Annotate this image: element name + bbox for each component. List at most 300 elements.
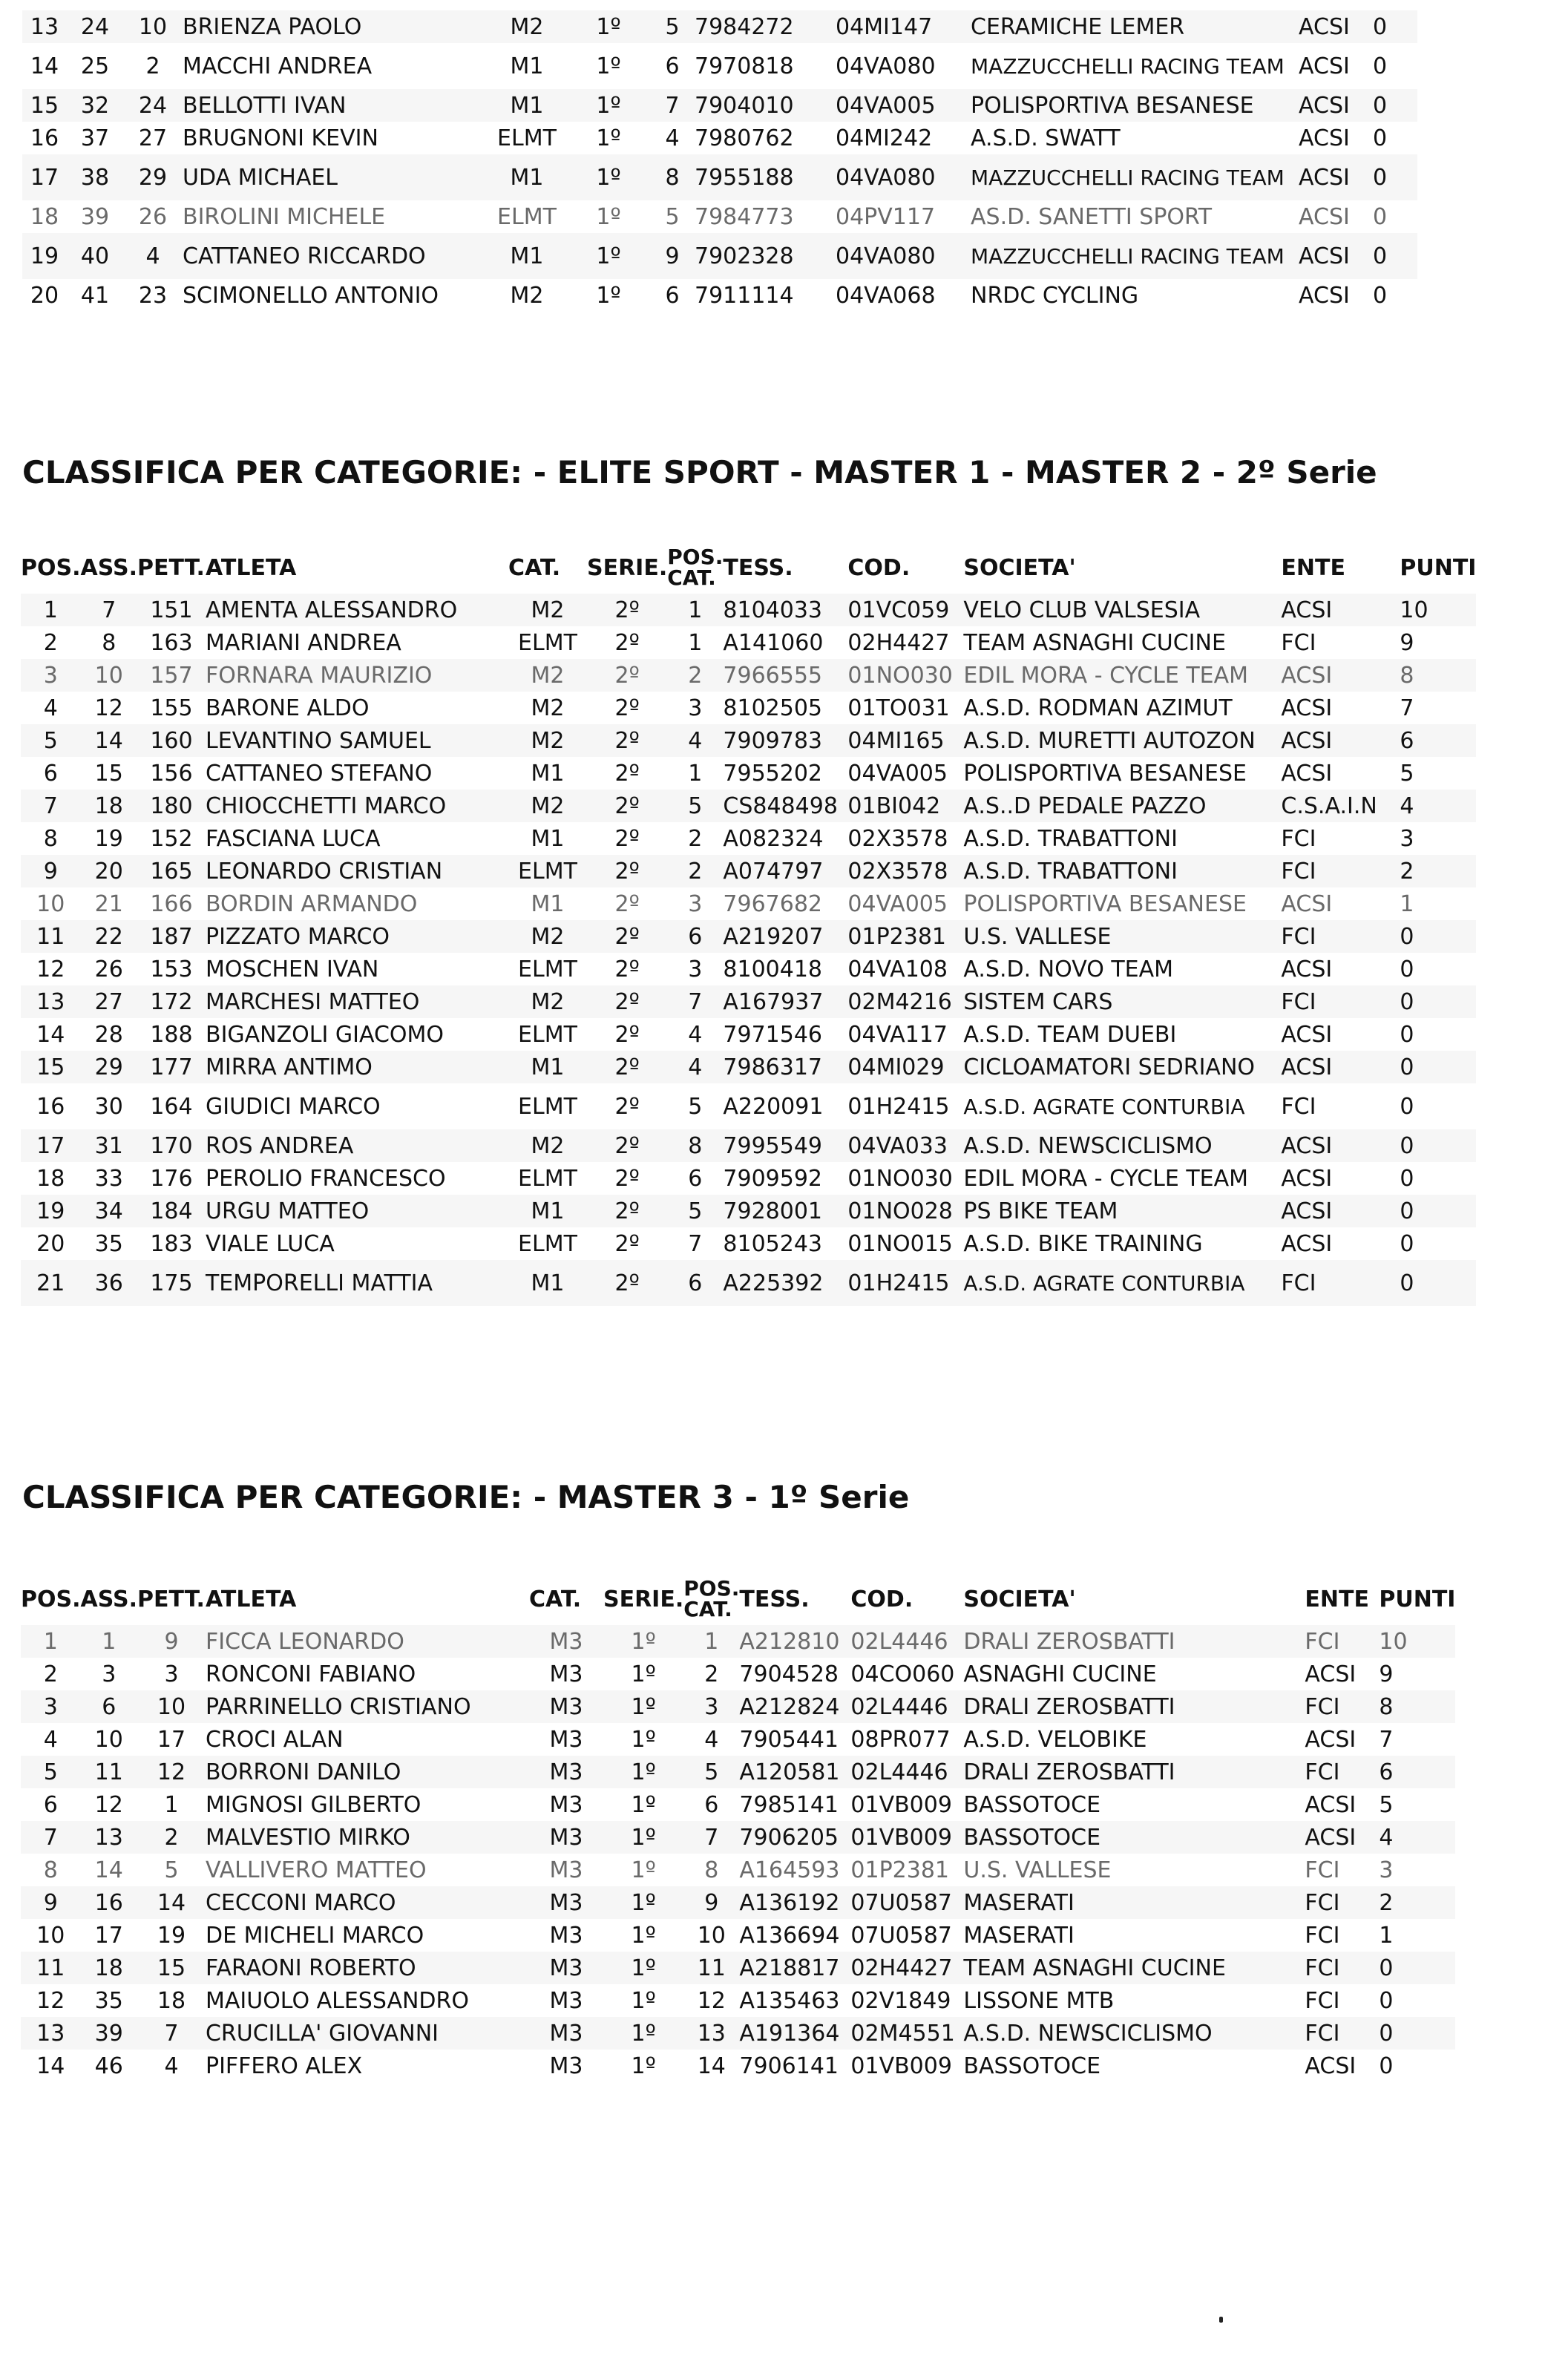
- poscat-cell: 7: [650, 89, 695, 122]
- societa-cell: A.S..D PEDALE PAZZO: [963, 790, 1281, 822]
- serie-cell: 2º: [614, 760, 640, 787]
- athlete-cell: VIALE LUCA: [205, 1230, 335, 1257]
- pos-cell: 16: [30, 125, 59, 151]
- punti-cell: 0: [1400, 1051, 1476, 1083]
- athlete-cell: PIZZATO MARCO: [206, 920, 508, 953]
- tess-cell: 7967682: [723, 890, 822, 917]
- table-row: [21, 2050, 1455, 2082]
- cod-cell: 04VA108: [847, 956, 948, 982]
- pett-cell: 10: [137, 1690, 206, 1723]
- pett-cell: 26: [138, 203, 168, 230]
- serie-cell: 1º: [631, 1987, 656, 2014]
- punti-cell: 9: [1400, 629, 1414, 656]
- serie-cell: 1º: [567, 10, 650, 43]
- cod-cell: 04VA117: [847, 1021, 948, 1048]
- societa-cell: A.S.D. SWATT: [971, 125, 1121, 151]
- serie-cell: 1º: [596, 203, 621, 230]
- cod-cell: 07U0587: [850, 1886, 963, 1919]
- pett-cell: 19: [157, 1922, 186, 1949]
- athlete-cell: BIGANZOLI GIACOMO: [205, 1021, 445, 1048]
- cod-cell: 08PR077: [850, 1726, 951, 1753]
- athlete-cell: VALLIVERO MATTEO: [205, 1857, 427, 1883]
- cat-cell: M3: [549, 1987, 583, 2014]
- ente-cell: ACSI: [1281, 695, 1333, 721]
- pett-cell: 172: [137, 985, 206, 1018]
- cod-cell: 04CO060: [850, 1661, 955, 1687]
- tess-cell: 7980762: [695, 125, 794, 151]
- ente-cell: FCI: [1281, 855, 1400, 887]
- poscat-cell: 2: [667, 659, 723, 692]
- ass-cell: 25: [80, 53, 110, 79]
- col-header-ass: ASS.: [80, 554, 137, 581]
- ass-cell: 13: [81, 1821, 137, 1854]
- poscat-line1: POS.: [683, 1576, 740, 1601]
- ass-cell: 38: [67, 154, 123, 200]
- pett-cell: 29: [123, 154, 183, 200]
- cat-cell: M2: [508, 985, 587, 1018]
- cod-cell: 04VA080: [836, 154, 971, 200]
- tess-cell: 7904528: [739, 1661, 839, 1687]
- ass-cell: 35: [94, 1230, 123, 1257]
- cat-cell: ELMT: [497, 203, 557, 230]
- ass-cell: 46: [94, 2053, 123, 2079]
- serie-cell: 1º: [567, 154, 650, 200]
- cod-cell: 02X3578: [847, 855, 963, 887]
- cod-cell: 02V1849: [850, 1987, 951, 2014]
- athlete-cell: CRUCILLA' GIOVANNI: [206, 2017, 529, 2050]
- section-title: CLASSIFICA PER CATEGORIE: - ELITE SPORT - MASTER 1 - MASTER 2 - 2º Serie: [22, 454, 1377, 490]
- ente-cell: ACSI: [1281, 724, 1400, 757]
- cat-cell: M3: [549, 2053, 583, 2079]
- poscat-cell: 7: [683, 1821, 739, 1854]
- cod-cell: 04VA005: [847, 760, 948, 787]
- athlete-cell: FORNARA MAURIZIO: [206, 659, 508, 692]
- col-header-poscat: [667, 542, 723, 594]
- pos-cell: 6: [43, 760, 58, 787]
- societa-cell: PS BIKE TEAM: [963, 1195, 1281, 1227]
- athlete-cell: BORRONI DANILO: [206, 1756, 529, 1788]
- punti-cell: 10: [1400, 594, 1476, 626]
- athlete-cell: MACCHI ANDREA: [183, 53, 373, 79]
- punti-cell: 0: [1400, 1021, 1414, 1048]
- pett-cell: 180: [137, 790, 206, 822]
- societa-cell: BASSOTOCE: [963, 1791, 1101, 1818]
- cat-cell: M1: [487, 89, 567, 122]
- serie-cell: 2º: [614, 825, 640, 852]
- serie-cell: 1º: [567, 233, 650, 279]
- serie-cell: 1º: [631, 1726, 656, 1753]
- pos-cell: 21: [21, 1260, 81, 1306]
- ass-cell: 10: [81, 659, 137, 692]
- ass-cell: 20: [81, 855, 137, 887]
- cat-cell: M3: [549, 1791, 583, 1818]
- tess-cell: 7905441: [739, 1726, 839, 1753]
- col-header-ente: ENTE: [1281, 554, 1345, 581]
- ente-cell: ACSI: [1281, 760, 1333, 787]
- cod-cell: 01P2381: [847, 920, 963, 953]
- col-header-cod: COD.: [847, 554, 911, 581]
- cat-cell: M2: [508, 790, 587, 822]
- punti-cell: 0: [1373, 125, 1388, 151]
- ass-cell: 8: [102, 629, 117, 656]
- ente-cell: FCI: [1305, 1886, 1379, 1919]
- pos-cell: 5: [21, 724, 81, 757]
- cod-cell: 04MI147: [836, 10, 971, 43]
- cat-cell: ELMT: [518, 1165, 577, 1192]
- cat-cell: M1: [508, 1195, 587, 1227]
- serie-cell: 2º: [614, 1165, 640, 1192]
- tess-cell: 7986317: [723, 1051, 847, 1083]
- table-row: [21, 1821, 1455, 1854]
- punti-cell: 0: [1379, 1987, 1394, 2014]
- athlete-cell: DE MICHELI MARCO: [205, 1922, 424, 1949]
- cod-cell: 01TO031: [847, 695, 950, 721]
- punti-cell: 0: [1400, 1129, 1476, 1162]
- pos-cell: 14: [30, 53, 59, 79]
- cod-cell: 02X3578: [847, 825, 948, 852]
- societa-cell: TEAM ASNAGHI CUCINE: [963, 1952, 1305, 1984]
- tess-cell: A141060: [723, 629, 824, 656]
- col-header-pett: PETT.: [137, 554, 205, 581]
- serie-cell: 1º: [596, 53, 621, 79]
- poscat-cell: 6: [665, 53, 680, 79]
- col-header-tess: TESS.: [739, 1586, 810, 1612]
- serie-cell: 2º: [587, 790, 667, 822]
- ente-cell: ACSI: [1299, 154, 1373, 200]
- societa-cell: A.S.D. TRABATTONI: [963, 825, 1178, 852]
- ente-cell: ACSI: [1299, 10, 1373, 43]
- table-row: [21, 1756, 1455, 1788]
- pett-cell: 4: [164, 2053, 179, 2079]
- ass-cell: 40: [67, 233, 123, 279]
- societa-cell: EDIL MORA - CYCLE TEAM: [963, 1165, 1249, 1192]
- societa-cell: MAZZUCCHELLI RACING TEAM: [971, 53, 1285, 79]
- serie-cell: 2º: [587, 1051, 667, 1083]
- col-header-cat: CAT.: [528, 1586, 582, 1612]
- societa-cell: A.S.D. TRABATTONI: [963, 855, 1281, 887]
- poscat-cell: 6: [688, 1165, 703, 1192]
- pos-cell: 17: [21, 1129, 81, 1162]
- pett-cell: 165: [137, 855, 206, 887]
- cod-cell: 04VA005: [847, 890, 948, 917]
- poscat-cell: 4: [667, 1051, 723, 1083]
- cod-cell: 01VC059: [847, 594, 963, 626]
- athlete-cell: URGU MATTEO: [206, 1195, 508, 1227]
- pos-cell: 3: [21, 659, 81, 692]
- ente-cell: FCI: [1281, 1093, 1316, 1120]
- punti-cell: 0: [1373, 53, 1388, 79]
- table-row: [21, 1227, 1476, 1260]
- cod-cell: 02L4446: [850, 1756, 963, 1788]
- cat-cell: M3: [549, 1726, 583, 1753]
- cat-cell: M3: [549, 1661, 583, 1687]
- societa-cell: CERAMICHE LEMER: [971, 10, 1299, 43]
- societa-cell: CICLOAMATORI SEDRIANO: [963, 1051, 1281, 1083]
- tess-cell: A220091: [723, 1093, 824, 1120]
- pett-cell: 4: [123, 233, 183, 279]
- ente-cell: ACSI: [1305, 1791, 1357, 1818]
- athlete-cell: FARAONI ROBERTO: [206, 1952, 529, 1984]
- poscat-cell: 11: [683, 1952, 739, 1984]
- table-row: [22, 43, 1417, 89]
- col-header-pos: POS.: [21, 1586, 81, 1612]
- tess-cell: 8102505: [723, 695, 822, 721]
- poscat-cell: 5: [667, 1195, 723, 1227]
- cat-cell: M3: [549, 1857, 583, 1883]
- ass-cell: 6: [81, 1690, 137, 1723]
- societa-cell: A.S.D. BIKE TRAINING: [963, 1230, 1203, 1257]
- ass-cell: 29: [81, 1051, 137, 1083]
- pos-cell: 13: [21, 2017, 81, 2050]
- pos-cell: 19: [22, 233, 67, 279]
- poscat-cell: 6: [667, 920, 723, 953]
- athlete-cell: SCIMONELLO ANTONIO: [183, 282, 439, 309]
- tess-cell: A212824: [739, 1690, 850, 1723]
- societa-cell: A.S.D. MURETTI AUTOZON: [963, 724, 1281, 757]
- ente-cell: ACSI: [1299, 233, 1373, 279]
- punti-cell: 1: [1400, 890, 1414, 917]
- ass-cell: 37: [80, 125, 110, 151]
- header-row: [21, 1573, 1455, 1625]
- serie-cell: 2º: [614, 1093, 640, 1120]
- ass-cell: 28: [94, 1021, 123, 1048]
- tess-cell: 8104033: [723, 594, 847, 626]
- punti-cell: 10: [1379, 1625, 1455, 1658]
- punti-cell: 0: [1373, 89, 1417, 122]
- cat-cell: M2: [510, 282, 544, 309]
- pett-cell: 2: [137, 1821, 206, 1854]
- athlete-cell: BORDIN ARMANDO: [205, 890, 418, 917]
- serie-cell: 2º: [587, 920, 667, 953]
- societa-cell: A.S.D. NEWSCICLISMO: [963, 1129, 1281, 1162]
- cat-cell: M2: [508, 920, 587, 953]
- table-row: [21, 626, 1476, 659]
- pos-cell: 4: [43, 695, 58, 721]
- ente-cell: C.S.A.I.N: [1281, 790, 1400, 822]
- tess-cell: 7984773: [695, 203, 794, 230]
- pos-cell: 10: [36, 1922, 65, 1949]
- ass-cell: 11: [81, 1756, 137, 1788]
- pett-cell: 2: [145, 53, 160, 79]
- tess-cell: 7906205: [739, 1821, 850, 1854]
- pett-cell: 163: [150, 629, 193, 656]
- pett-cell: 12: [137, 1756, 206, 1788]
- cat-cell: ELMT: [508, 855, 587, 887]
- cat-cell: M1: [531, 890, 565, 917]
- tess-cell: A191364: [739, 2017, 850, 2050]
- cod-cell: 04MI165: [847, 724, 963, 757]
- poscat-cell: 8: [704, 1857, 719, 1883]
- poscat-cell: 1: [688, 760, 703, 787]
- pos-cell: 2: [43, 629, 58, 656]
- ass-cell: 30: [94, 1093, 123, 1120]
- ass-cell: 18: [81, 790, 137, 822]
- pett-cell: 1: [164, 1791, 179, 1818]
- serie-cell: 1º: [631, 2053, 656, 2079]
- punti-cell: 0: [1400, 956, 1414, 982]
- cod-cell: 04VA080: [836, 53, 936, 79]
- pos-cell: 2: [43, 1661, 58, 1687]
- serie-cell: 1º: [631, 1922, 656, 1949]
- ente-cell: ACSI: [1305, 1821, 1379, 1854]
- athlete-cell: BRIENZA PAOLO: [183, 10, 487, 43]
- serie-cell: 2º: [614, 956, 640, 982]
- poscat-cell: 7: [688, 1230, 703, 1257]
- table-row: [21, 1083, 1476, 1129]
- cat-cell: M3: [529, 2017, 603, 2050]
- athlete-cell: FICCA LEONARDO: [206, 1625, 529, 1658]
- table-row: [22, 10, 1417, 43]
- pos-cell: 16: [36, 1093, 65, 1120]
- table-row: [21, 692, 1476, 724]
- poscat-cell: 5: [688, 1093, 703, 1120]
- ass-cell: 18: [81, 1952, 137, 1984]
- ass-cell: 31: [81, 1129, 137, 1162]
- punti-cell: 6: [1400, 724, 1476, 757]
- poscat-cell: 4: [704, 1726, 719, 1753]
- tess-cell: 7995549: [723, 1129, 847, 1162]
- ente-cell: ACSI: [1299, 203, 1350, 230]
- pos-cell: 18: [36, 1165, 65, 1192]
- athlete-cell: CECCONI MARCO: [206, 1886, 529, 1919]
- tess-cell: 7955188: [695, 154, 836, 200]
- cat-cell: ELMT: [497, 125, 557, 151]
- tess-cell: A212810: [739, 1625, 850, 1658]
- poscat-line1: POS.: [667, 545, 724, 569]
- cod-cell: 04VA005: [836, 89, 971, 122]
- poscat-cell: 5: [683, 1756, 739, 1788]
- ass-cell: 33: [94, 1165, 123, 1192]
- table-row: [21, 1919, 1455, 1952]
- serie-cell: 2º: [587, 985, 667, 1018]
- ente-cell: FCI: [1305, 1625, 1379, 1658]
- ente-cell: FCI: [1305, 1987, 1340, 2014]
- ass-cell: 27: [81, 985, 137, 1018]
- tess-cell: 7985141: [739, 1791, 839, 1818]
- poscat-cell: 2: [667, 855, 723, 887]
- poscat-cell: 13: [683, 2017, 739, 2050]
- cod-cell: 01BI042: [847, 790, 963, 822]
- results-table-body: [21, 594, 1476, 1306]
- poscat-cell: 1: [688, 629, 703, 656]
- punti-cell: 7: [1379, 1726, 1394, 1753]
- ass-cell: 3: [102, 1661, 117, 1687]
- poscat-cell: 9: [650, 233, 695, 279]
- cat-cell: ELMT: [518, 629, 577, 656]
- societa-cell: EDIL MORA - CYCLE TEAM: [963, 659, 1281, 692]
- athlete-cell: CATTANEO STEFANO: [205, 760, 433, 787]
- athlete-cell: PARRINELLO CRISTIANO: [206, 1690, 529, 1723]
- pos-cell: 3: [21, 1690, 81, 1723]
- table-row: [21, 2017, 1455, 2050]
- poscat-cell: 7: [667, 985, 723, 1018]
- pett-cell: 27: [138, 125, 168, 151]
- serie-cell: 1º: [603, 1821, 683, 1854]
- athlete-cell: MOSCHEN IVAN: [205, 956, 379, 982]
- table-row: [21, 659, 1476, 692]
- col-header-punti: PUNTI: [1379, 1586, 1456, 1612]
- punti-cell: 0: [1400, 1093, 1414, 1120]
- punti-cell: 0: [1400, 1230, 1414, 1257]
- table-row: [21, 920, 1476, 953]
- societa-cell: MAZZUCCHELLI RACING TEAM: [971, 154, 1299, 200]
- athlete-cell: CROCI ALAN: [205, 1726, 344, 1753]
- serie-cell: 1º: [603, 1886, 683, 1919]
- societa-cell: DRALI ZEROSBATTI: [963, 1690, 1305, 1723]
- table-row: [21, 724, 1476, 757]
- punti-cell: 8: [1400, 659, 1476, 692]
- ente-cell: ACSI: [1281, 1051, 1400, 1083]
- col-header-societa: SOCIETA': [963, 554, 1076, 581]
- pos-cell: 15: [22, 89, 67, 122]
- ass-cell: 19: [94, 825, 123, 852]
- tess-cell: 7970818: [695, 53, 794, 79]
- pett-cell: 157: [137, 659, 206, 692]
- societa-cell: BASSOTOCE: [963, 1821, 1305, 1854]
- athlete-cell: MAIUOLO ALESSANDRO: [205, 1987, 469, 2014]
- punti-cell: 0: [1373, 154, 1417, 200]
- table-row: [21, 1723, 1455, 1756]
- ass-cell: 1: [81, 1625, 137, 1658]
- athlete-cell: CATTANEO RICCARDO: [183, 233, 487, 279]
- cat-cell: M2: [531, 695, 565, 721]
- pos-cell: 12: [36, 956, 65, 982]
- ass-cell: 10: [94, 1726, 123, 1753]
- cod-cell: 01H2415: [847, 1093, 950, 1120]
- pett-cell: 23: [138, 282, 168, 309]
- tess-cell: A218817: [739, 1952, 850, 1984]
- tess-cell: 7955202: [723, 760, 822, 787]
- ente-cell: ACSI: [1281, 659, 1400, 692]
- tess-cell: A120581: [739, 1756, 850, 1788]
- scan-speck: [1219, 2317, 1223, 2323]
- cat-cell: M1: [531, 825, 565, 852]
- section-title: CLASSIFICA PER CATEGORIE: - MASTER 3 - 1º Serie: [22, 1479, 910, 1515]
- ass-cell: 39: [80, 203, 110, 230]
- tess-cell: A219207: [723, 920, 847, 953]
- pett-cell: 183: [150, 1230, 193, 1257]
- societa-cell: MASERATI: [963, 1922, 1075, 1949]
- pett-cell: 164: [150, 1093, 193, 1120]
- cod-cell: 04VA033: [847, 1129, 963, 1162]
- ente-cell: ACSI: [1305, 1726, 1357, 1753]
- ass-cell: 12: [94, 695, 123, 721]
- societa-cell: TEAM ASNAGHI CUCINE: [963, 629, 1226, 656]
- results-table-master3: [21, 1573, 1455, 2082]
- punti-cell: 4: [1379, 1821, 1455, 1854]
- table-row: [21, 887, 1476, 920]
- pos-cell: 19: [21, 1195, 81, 1227]
- table-row: [21, 594, 1476, 626]
- ass-cell: 7: [81, 594, 137, 626]
- ass-cell: 41: [80, 282, 110, 309]
- serie-cell: 1º: [603, 1690, 683, 1723]
- pett-cell: 188: [150, 1021, 193, 1048]
- punti-cell: 0: [1400, 920, 1476, 953]
- pos-cell: 5: [21, 1756, 81, 1788]
- ente-cell: ACSI: [1299, 89, 1373, 122]
- pett-cell: 176: [150, 1165, 193, 1192]
- table-row: [21, 1886, 1455, 1919]
- societa-cell: POLISPORTIVA BESANESE: [963, 890, 1247, 917]
- serie-cell: 1º: [567, 89, 650, 122]
- ente-cell: ACSI: [1281, 956, 1333, 982]
- table-row: [21, 790, 1476, 822]
- table-row: [21, 953, 1476, 985]
- serie-cell: 2º: [587, 1129, 667, 1162]
- poscat-cell: 2: [704, 1661, 719, 1687]
- poscat-cell: 8: [650, 154, 695, 200]
